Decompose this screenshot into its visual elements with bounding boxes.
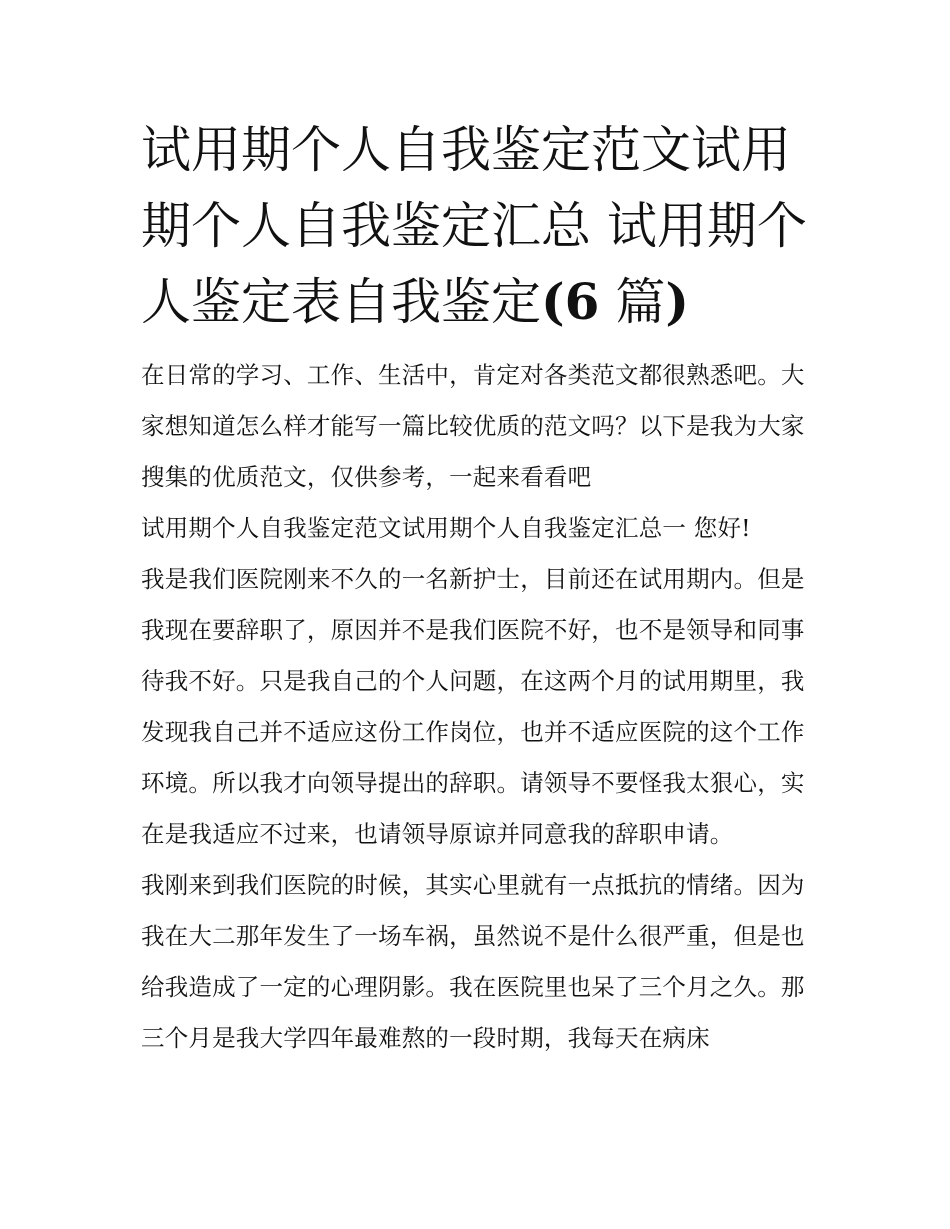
title-line-3-text: 人鉴定表自我鉴定	[141, 273, 541, 331]
section-heading-paragraph: 试用期个人自我鉴定范文试用期个人自我鉴定汇总一 您好!	[141, 514, 751, 542]
title-line-3-unit: 篇	[599, 273, 666, 331]
document-content	[141, 112, 821, 1064]
document-title	[141, 112, 821, 340]
intro-paragraph: 在日常的学习、工作、生活中，肯定对各类范文都很熟悉吧。大家想知道怎么样才能写一篇比较优质的范文吗？以下是我为大家搜集的优质范文，仅供参考，一起来看看吧	[141, 361, 805, 491]
body-paragraph-2: 我刚来到我们医院的时候，其实心里就有一点抵抗的情绪。因为我在大二那年发生了一场车祸，虽然说不是什么很严重，但是也给我造成了一定的心理阴影。我在医院里也呆了三个月之久。那三个月是我大学四年最难熬的一段时期，我每天在病床	[141, 871, 805, 1052]
body-paragraph-1: 我是我们医院刚来不久的一名新护士，目前还在试用期内。但是我现在要辞职了，原因并不是我们医院不好，也不是领导和同事待我不好。只是我自己的个人问题，在这两个月的试用期里，我发现我自己并不适应这份工作岗位，也并不适应医院的这个工作环境。所以我才向领导提出的辞职。请领导不要怪我太狠心，实在是我适应不过来，也请领导原谅并同意我的辞职申请。	[141, 565, 805, 848]
title-line-1: 试用期个人自我鉴定范文试用	[141, 121, 791, 179]
title-line-2: 期个人自我鉴定汇总 试用期个	[141, 197, 807, 255]
title-line-3-number: (6	[541, 272, 600, 331]
title-line-3-close-paren: )	[665, 272, 690, 331]
